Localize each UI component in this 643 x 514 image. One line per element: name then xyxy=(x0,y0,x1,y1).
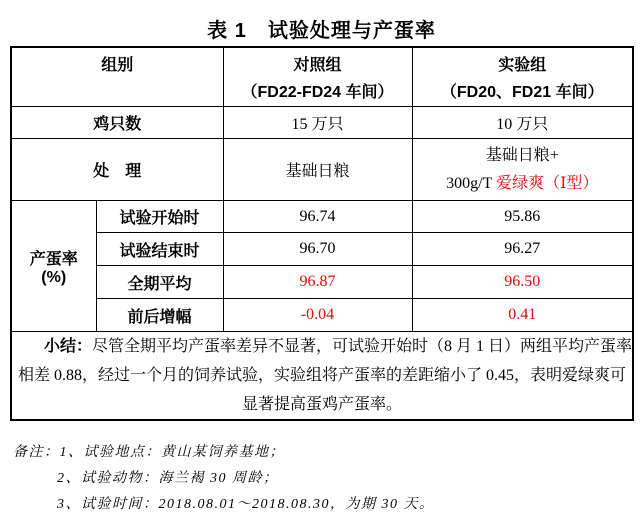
change-experiment-value: 0.41 xyxy=(412,299,633,332)
row-label-change: 前后增幅 xyxy=(96,299,223,332)
end-control-value: 96.70 xyxy=(223,233,412,266)
control-group-workshop: （FD22-FD24 车间） xyxy=(241,84,394,101)
header-group: 组别 xyxy=(11,47,223,107)
treatment-control: 基础日粮 xyxy=(223,139,412,201)
footnote-item-1: 1、试验地点：黄山某饲养基地； xyxy=(59,445,285,460)
egg-rate-header-line1: 产蛋率 xyxy=(29,250,78,268)
average-control-value: 96.87 xyxy=(223,266,412,299)
egg-rate-end-row xyxy=(11,233,633,266)
treatment-experiment xyxy=(412,139,633,201)
treatment-label: 处 理 xyxy=(11,139,223,201)
experiment-group-name: 实验组 xyxy=(498,57,547,74)
summary-label: 小结： xyxy=(44,338,93,355)
summary-row xyxy=(11,332,633,421)
egg-rate-average-row xyxy=(11,266,633,299)
chicken-count-row xyxy=(11,107,633,139)
header-control-group xyxy=(223,47,412,107)
footnotes xyxy=(13,440,435,514)
row-label-average: 全期平均 xyxy=(96,266,223,299)
experiment-results-table xyxy=(10,46,634,421)
treatment-experiment-line2 xyxy=(413,170,633,198)
experiment-group-workshop: （FD20、FD21 车间） xyxy=(440,84,604,101)
dosage-text: 300g/T xyxy=(446,174,497,192)
footnote-line-1 xyxy=(13,440,435,466)
footnote-item-2: 2、试验动物：海兰褐 30 周龄； xyxy=(57,471,279,486)
egg-rate-change-row xyxy=(11,299,633,332)
control-group-name: 对照组 xyxy=(293,57,342,74)
egg-rate-header-line2: (%) xyxy=(41,268,67,286)
footnote-prefix: 备注： xyxy=(13,445,60,460)
summary-text: 尽管全期平均产蛋率差异不显著，可试验开始时（8 月 1 日）两组平均产蛋率相差 0.88，经过一个月的饲养试验，实验组将产蛋率的差距缩小了 0.45，表明爱绿爽可显著提高蛋鸡产蛋率。 xyxy=(18,338,633,413)
header-experiment-group xyxy=(412,47,633,107)
summary-paragraph xyxy=(12,332,632,419)
egg-rate-header xyxy=(11,201,96,332)
summary-cell xyxy=(11,332,633,421)
product-name-text: 爱绿爽（Ⅰ型） xyxy=(496,174,599,192)
page-title: 表 1 试验处理与产蛋率 xyxy=(207,20,436,42)
egg-rate-start-row xyxy=(11,201,633,233)
treatment-row xyxy=(11,139,633,201)
start-experiment-value: 95.86 xyxy=(412,201,633,233)
chicken-count-label: 鸡只数 xyxy=(11,107,223,139)
average-experiment-value: 96.50 xyxy=(412,266,633,299)
treatment-experiment-line1: 基础日粮+ xyxy=(485,146,559,164)
row-label-end: 试验结束时 xyxy=(96,233,223,266)
chicken-count-experiment: 10 万只 xyxy=(412,107,633,139)
start-control-value: 96.74 xyxy=(223,201,412,233)
change-control-value: -0.04 xyxy=(223,299,412,332)
end-experiment-value: 96.27 xyxy=(412,233,633,266)
table-header-row xyxy=(11,47,633,107)
row-label-start: 试验开始时 xyxy=(96,201,223,233)
footnote-item-3: 3、试验时间：2018.08.01～2018.08.30，为期 30 天。 xyxy=(57,497,435,512)
chicken-count-control: 15 万只 xyxy=(223,107,412,139)
